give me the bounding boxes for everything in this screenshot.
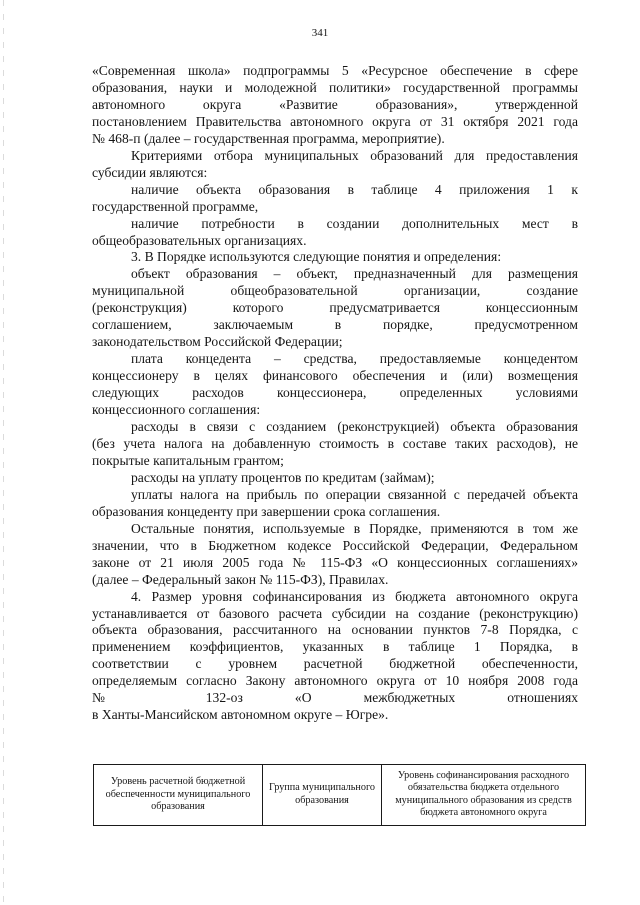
text-line: (далее – Федеральный закон № 115-ФЗ), Правилах. <box>92 571 389 587</box>
text-line: соответствии с уровнем расчетной бюджетной обеспеченности, <box>92 656 578 672</box>
text-line: объекта образования, рассчитанного на основании пунктов 7-8 Порядка, с <box>92 622 578 638</box>
text-line: определяемым согласно Закону автономного округа от 10 ноября 2008 года <box>92 673 578 689</box>
cofinancing-table <box>93 764 586 826</box>
table-header-row <box>94 765 586 826</box>
text-line: (без учета налога на добавленную стоимость в составе таких расходов), не <box>92 435 578 451</box>
text-line: постановлением Правительства автономного округа от 31 октября 2021 года <box>92 113 578 129</box>
text-line: применением коэффициентов, указанных в таблице 1 Порядка, в <box>92 639 578 655</box>
text-line: автономного округа «Развитие образования», утвержденной <box>92 96 578 112</box>
page-number: 341 <box>311 27 329 39</box>
text-line: следующих расходов концессионера, определенных условиями <box>92 385 578 401</box>
text-line: «Современная школа» подпрограммы 5 «Ресурсное обеспечение в сфере <box>92 63 578 78</box>
text-line: субсидии являются: <box>92 164 208 180</box>
text-line: 3. В Порядке используются следующие понятия и определения: <box>131 249 502 265</box>
text-line: 4. Размер уровня софинансирования из бюджета автономного округа <box>131 588 578 604</box>
cofinancing-table-container <box>93 764 586 826</box>
header-cofinancing-level: Уровень софинансирования расходного обязательства бюджета отдельного муниципального образования из средств бюджета автономного округа <box>382 765 586 826</box>
document-body <box>92 63 578 724</box>
text-line: концессионного соглашения: <box>92 402 261 418</box>
text-line: уплаты налога на прибыль по операции связанной с передачей объекта <box>131 486 578 502</box>
text-line: № 468-п (далее – государственная программа, мероприятие). <box>92 130 445 146</box>
text-line: соглашением, заключаемым в порядке, предусмотренном <box>92 317 578 333</box>
text-line: Критериями отбора муниципальных образований для предоставления <box>131 147 578 163</box>
text-line: плата концедента – средства, предоставляемые концедентом <box>131 351 578 367</box>
text-line: муниципальной общеобразовательной организации, создание <box>92 283 578 299</box>
text-line: № 132-оз «О межбюджетных отношениях <box>92 690 578 706</box>
text-line: значении, что в Бюджетном кодексе Российской Федерации, Федеральном <box>92 537 578 553</box>
header-budget-security-level: Уровень расчетной бюджетной обеспеченности муниципального образования <box>94 765 263 826</box>
text-line: государственной программе, <box>92 198 259 214</box>
text-line: концессионеру в целях финансового обеспечения и (или) возмещения <box>92 368 578 384</box>
text-line: наличие объекта образования в таблице 4 приложения 1 к <box>131 181 578 197</box>
text-line: законе от 21 июля 2005 года № 115-ФЗ «О концессионных соглашениях» <box>92 554 578 570</box>
text-line: законодательством Российской Федерации; <box>92 334 343 350</box>
scan-edge-artifact <box>3 0 4 905</box>
text-line: в Ханты-Мансийском автономном округе – Югре». <box>92 707 389 723</box>
text-line: устанавливается от базового расчета субсидии на создание (реконструкцию) <box>92 605 578 621</box>
text-line: Остальные понятия, используемые в Порядке, применяются в том же <box>131 520 578 536</box>
text-line: образования, науки и молодежной политики» государственной программы <box>92 79 578 95</box>
text-line: образования концеденту при завершении срока соглашения. <box>92 503 441 519</box>
text-line: объект образования – объект, предназначенный для размещения <box>131 266 578 282</box>
text-line: покрытые капитальным грантом; <box>92 452 284 468</box>
header-municipality-group: Группа муниципального образования <box>263 765 382 826</box>
text-line: наличие потребности в создании дополнительных мест в <box>131 215 578 231</box>
text-line: расходы в связи с созданием (реконструкцией) объекта образования <box>131 419 578 435</box>
text-line: общеобразовательных организациях. <box>92 232 307 248</box>
text-line: расходы на уплату процентов по кредитам (займам); <box>131 469 435 485</box>
text-line: (реконструкция) которого предусматривается концессионным <box>92 300 578 316</box>
